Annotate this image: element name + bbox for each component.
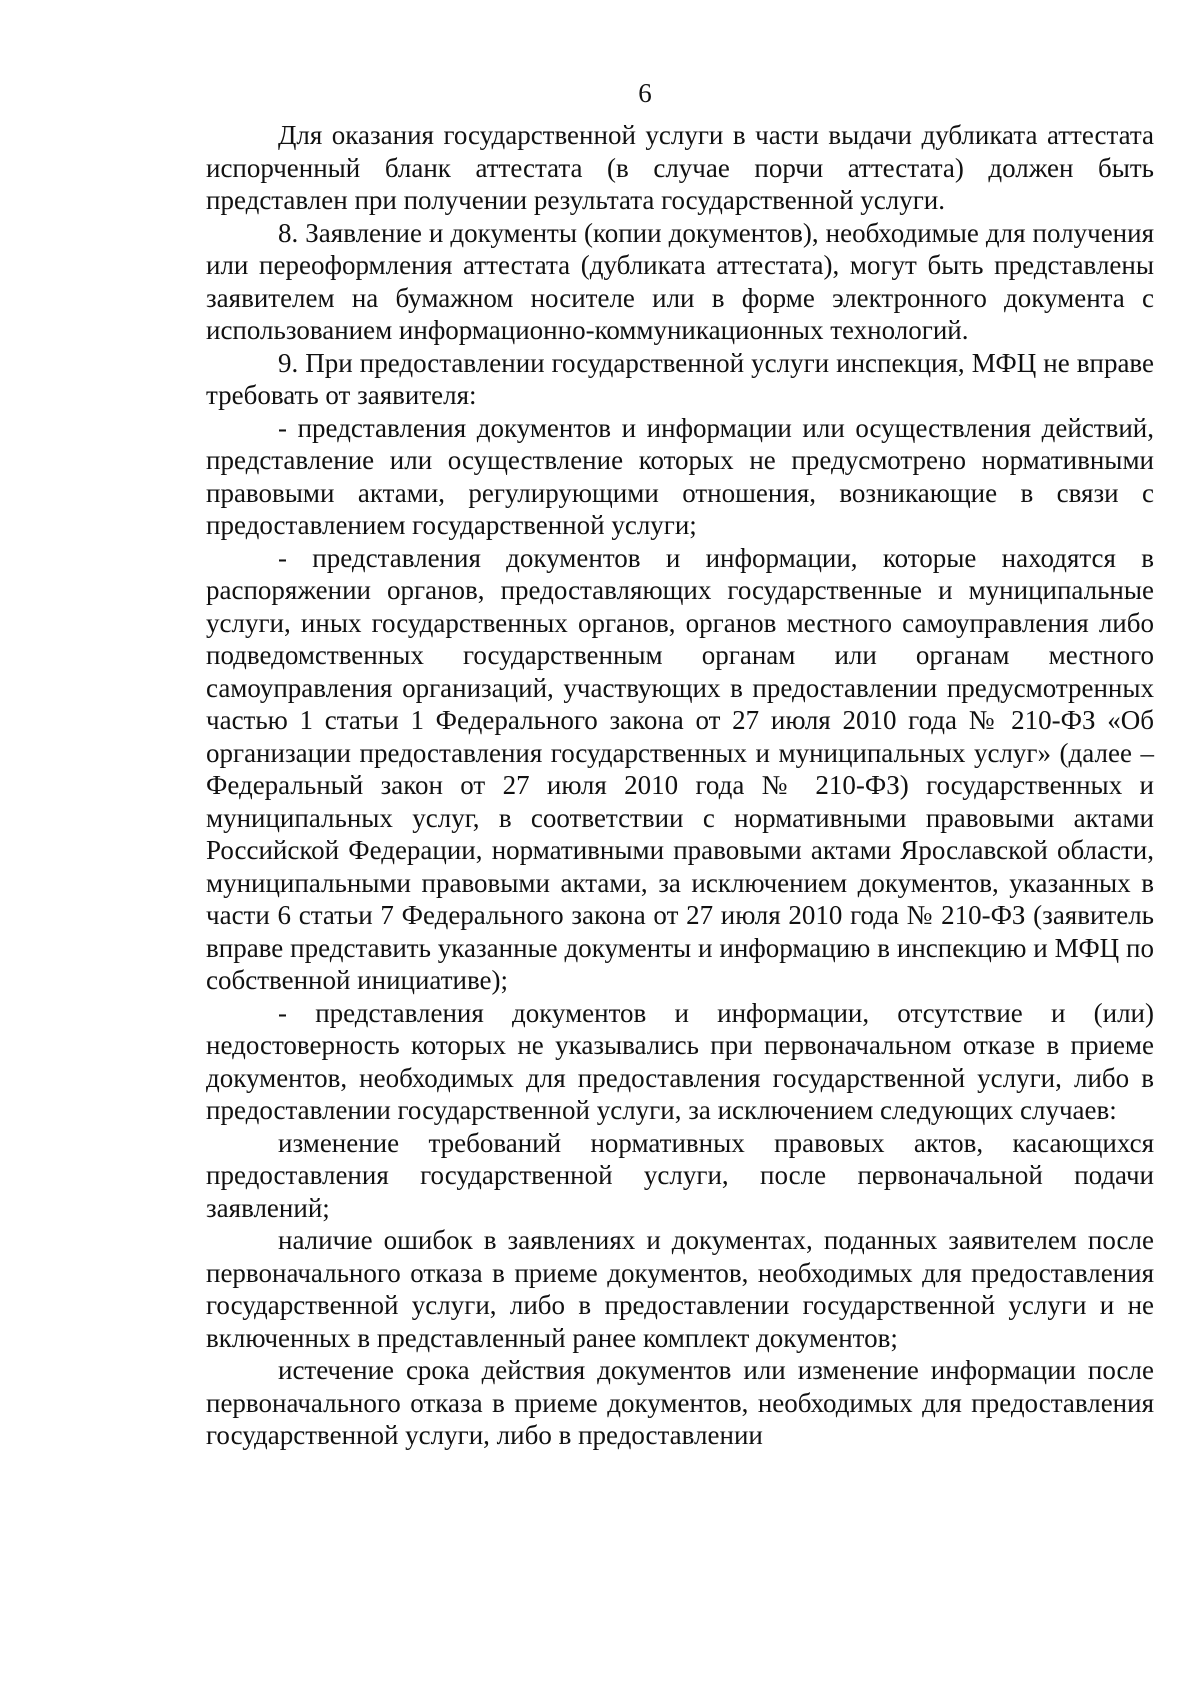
- paragraph-item-8: 8. Заявление и документы (копии документов), необходимые для получения или переоформления аттестата (дубликата аттестата), могут быть представлены заявителем на бумажном носителе или в форме электронного документа с использованием информационно-коммуникационных технологий.: [206, 217, 1154, 345]
- paragraph-duplicate-certificate: Для оказания государственной услуги в части выдачи дубликата аттестата испорченный бланк аттестата (в случае порчи аттестата) должен быть представлен при получении результата государственной услуги.: [206, 120, 1154, 215]
- paragraph-exception-3: истечение срока действия документов или изменение информации после первоначального отказа в приеме документов, необходимых для предоставления государственной услуги, либо в предоставлении: [206, 1355, 1154, 1450]
- paragraph-list-item-3: - представления документов и информации, отсутствие и (или) недостоверность которых не указывались при первоначальном отказе в приеме документов, необходимых для предоставления государственной услуги, либо в предоставлении государственной услуги, за исключением следующих случаев:: [206, 997, 1154, 1125]
- paragraph-exception-2: наличие ошибок в заявлениях и документах, поданных заявителем после первоначального отказа в приеме документов, необходимых для предоставления государственной услуги, либо в предоставлении государственной услуги и не включенных в представленный ранее комплект документов;: [206, 1225, 1154, 1353]
- paragraph-exception-1: изменение требований нормативных правовых актов, касающихся предоставления государственной услуги, после первоначальной подачи заявлений;: [206, 1127, 1154, 1223]
- paragraph-list-item-1: - представления документов и информации или осуществления действий, представление или осуществление которых не предусмотрено нормативными правовыми актами, регулирующими отношения, возникающие в связи с предоставлением государственной услуги;: [206, 412, 1154, 540]
- document-body: [206, 119, 1154, 1452]
- paragraph-list-item-2: - представления документов и информации, которые находятся в распоряжении органов, предоставляющих государственные и муниципальные услуги, иных государственных органов, органов местного самоуправления либо подведомственных государственным органам или органам местного самоуправления организаций, участвующих в предоставлении предусмотренных частью 1 статьи 1 Федерального закона от 27 июля 2010 года № 210-ФЗ «Об организации предоставления государственных и муниципальных услуг» (далее – Федеральный закон от 27 июля 2010 года № 210-ФЗ) государственных и муниципальных услуг, в соответствии с нормативными правовыми актами Российской Федерации, нормативными правовыми актами Ярославской области, муниципальными правовыми актами, за исключением документов, указанных в части 6 статьи 7 Федерального закона от 27 июля 2010 года № 210-ФЗ (заявитель вправе представить указанные документы и информацию в инспекцию и МФЦ по собственной инициативе);: [206, 542, 1154, 995]
- page-number: 6: [638, 78, 652, 108]
- paragraph-item-9: 9. При предоставлении государственной услуги инспекция, МФЦ не вправе требовать от заявителя:: [206, 347, 1154, 410]
